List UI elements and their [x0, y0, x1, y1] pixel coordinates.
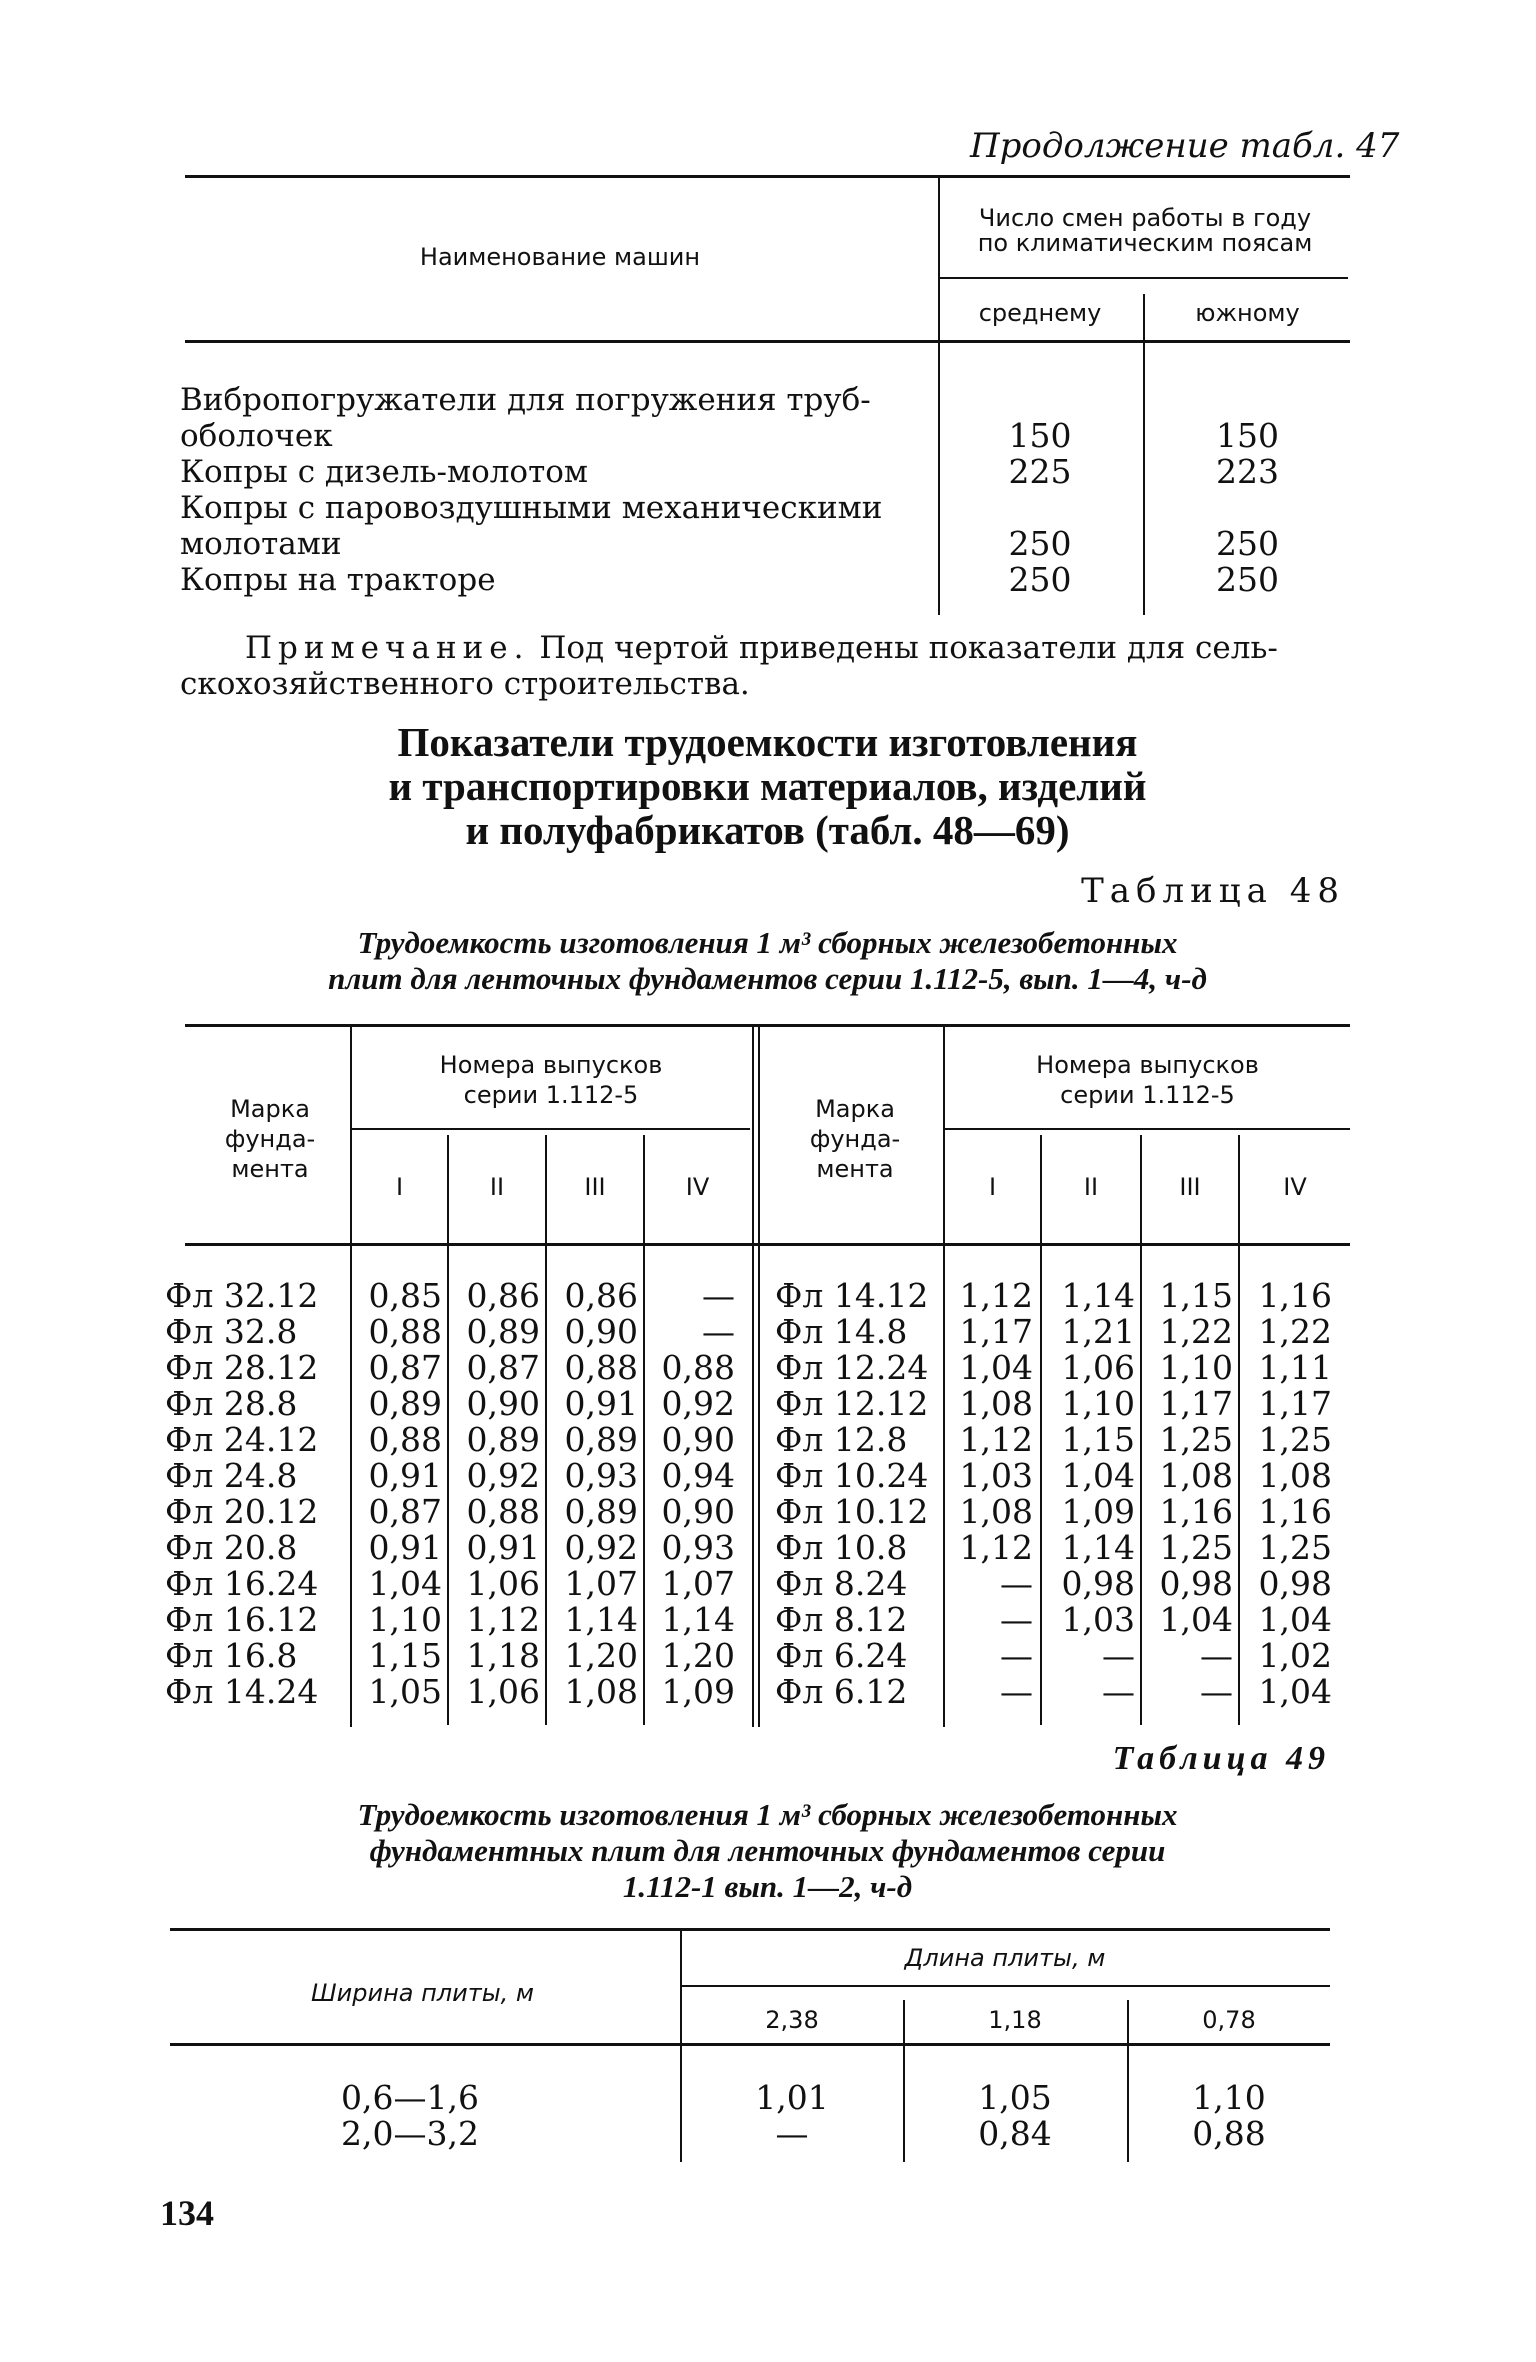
- table-cell: 0,87: [368, 1492, 442, 1531]
- table-cell: 0,88: [564, 1348, 638, 1387]
- table-cell: 0,91: [368, 1528, 442, 1567]
- table49-title-line: 1.112-1 вып. 1—2, ч-д: [622, 1869, 913, 1904]
- table-cell: Фл 8.24: [775, 1564, 908, 1603]
- table-cell: 1,05: [978, 2078, 1052, 2117]
- table48-right-IV: [1240, 1278, 1332, 1710]
- table-cell: 0,87: [368, 1348, 442, 1387]
- table-cell: Фл 24.8: [165, 1456, 298, 1495]
- table-cell: Фл 12.24: [775, 1348, 929, 1387]
- table-cell: 1,03: [959, 1456, 1033, 1495]
- table48-roman-IV: IV: [1283, 1173, 1307, 1201]
- table49-length-header: Длина плиты, м: [904, 1944, 1106, 1972]
- table-cell: 0,84: [978, 2114, 1052, 2153]
- table47-sub-mid: среднему: [978, 299, 1102, 327]
- table-cell: 1,02: [1258, 1636, 1332, 1675]
- table-cell: Фл 28.12: [165, 1348, 319, 1387]
- table48-title: [185, 925, 1350, 997]
- table-cell: 1,11: [1258, 1348, 1332, 1387]
- table47-top-rule: [185, 175, 1350, 178]
- table-cell: 1,12: [959, 1420, 1033, 1459]
- table-cell: 1,25: [1258, 1528, 1332, 1567]
- table-cell: 1,04: [959, 1348, 1033, 1387]
- table48-label: Таблица 48: [1081, 871, 1345, 911]
- table-cell: —: [702, 1276, 735, 1315]
- table48-issues-header-line: Номера выпусков: [1036, 1051, 1259, 1079]
- table48-center-divider: [752, 1027, 760, 1727]
- table-cell: 0,87: [466, 1348, 540, 1387]
- table47-row-name: Копры с паровоздушными механическими: [180, 490, 883, 526]
- table-cell: 1,01: [755, 2078, 829, 2117]
- table-cell: Фл 6.24: [775, 1636, 908, 1675]
- table-cell: 0,89: [564, 1492, 638, 1531]
- table48-left-I: [352, 1278, 442, 1710]
- table-cell: 0,90: [466, 1384, 540, 1423]
- table48-roman-II: II: [489, 1173, 505, 1201]
- note-line-1: [245, 630, 1278, 666]
- table48-left-marks: [165, 1278, 345, 1710]
- continuation-caption: Продолжение табл. 47: [970, 126, 1400, 166]
- table-cell: 1,08: [959, 1384, 1033, 1423]
- note-line-2: скохозяйственного строительства.: [180, 666, 750, 702]
- table-cell: 1,12: [959, 1276, 1033, 1315]
- table47-subheader-rule: [938, 277, 1348, 279]
- table-cell: 0,98: [1159, 1564, 1233, 1603]
- table-cell: 0,92: [661, 1384, 735, 1423]
- table-cell: 1,20: [564, 1636, 638, 1675]
- table49-length-078: 0,78: [1202, 2006, 1256, 2034]
- table-cell: Фл 14.8: [775, 1312, 908, 1351]
- table48-roman-IV: IV: [685, 1173, 710, 1201]
- table-cell: —: [702, 1312, 735, 1351]
- table-cell: 1,06: [466, 1672, 540, 1711]
- table49-widths: [280, 2080, 540, 2152]
- table48-sub-rule-right: [943, 1128, 1350, 1130]
- table-cell: 1,06: [466, 1564, 540, 1603]
- table48-roman-I: I: [395, 1173, 404, 1201]
- table-cell: Фл 14.24: [165, 1672, 319, 1711]
- table-cell: 1,04: [368, 1564, 442, 1603]
- table-cell: Фл 12.8: [775, 1420, 908, 1459]
- table-cell: 1,17: [959, 1312, 1033, 1351]
- table47-sub-south: южному: [1195, 299, 1300, 327]
- table47-names: [180, 382, 930, 598]
- table-cell: 1,15: [1159, 1276, 1233, 1315]
- table-cell: Фл 10.24: [775, 1456, 929, 1495]
- table-cell: 1,25: [1159, 1420, 1233, 1459]
- table48-left-IV: [645, 1278, 735, 1710]
- table49-col-238: [682, 2080, 902, 2152]
- table-cell: 1,18: [466, 1636, 540, 1675]
- table-cell: —: [1000, 1636, 1033, 1675]
- table-cell: Фл 12.12: [775, 1384, 929, 1423]
- table-cell: 1,12: [959, 1528, 1033, 1567]
- table-cell: 0,88: [661, 1348, 735, 1387]
- table-cell: 0,90: [564, 1312, 638, 1351]
- table47-row-name: Копры с дизель-молотом: [180, 454, 589, 490]
- table-cell: Фл 10.8: [775, 1528, 908, 1567]
- table49-title: [185, 1797, 1350, 1905]
- table-cell: 1,14: [564, 1600, 638, 1639]
- page-number: 134: [160, 2193, 214, 2233]
- table47-south-col: [1145, 418, 1350, 598]
- table-cell: 0,98: [1061, 1564, 1135, 1603]
- table-cell: 0,88: [368, 1420, 442, 1459]
- table-cell: 1,16: [1159, 1492, 1233, 1531]
- table48-right-marks: [775, 1278, 945, 1710]
- table-cell: 0,98: [1258, 1564, 1332, 1603]
- table-cell: 1,10: [1061, 1384, 1135, 1423]
- table49-label: Таблица 49: [1112, 1740, 1330, 1777]
- table-cell: 1,10: [1192, 2078, 1266, 2117]
- table-cell: 1,17: [1159, 1384, 1233, 1423]
- table-cell: Фл 16.8: [165, 1636, 298, 1675]
- table-cell: 1,17: [1258, 1384, 1332, 1423]
- table-cell: Фл 6.12: [775, 1672, 908, 1711]
- table-cell: 1,08: [959, 1492, 1033, 1531]
- table-cell: Фл 32.12: [165, 1276, 319, 1315]
- table48-mark-header-line: фунда-: [809, 1125, 901, 1153]
- table47-row-name: Вибропогружатели для погружения труб-: [180, 382, 871, 418]
- table48-issues-header-line: Номера выпусков: [439, 1051, 663, 1079]
- table48-sub-rule-left: [350, 1128, 750, 1130]
- table48-title-line: Трудоемкость изготовления 1 м³ сборных железобетонных: [357, 925, 1178, 960]
- table-cell: 0,92: [466, 1456, 540, 1495]
- table48-issues-header-left: [352, 1050, 750, 1110]
- table-cell: 1,04: [1258, 1600, 1332, 1639]
- table-cell: 1,10: [368, 1600, 442, 1639]
- table-cell: 1,14: [1061, 1276, 1135, 1315]
- table-cell: 0,88: [1192, 2114, 1266, 2153]
- table-cell: Фл 28.8: [165, 1384, 298, 1423]
- table-cell: 1,08: [1258, 1456, 1332, 1495]
- table-cell: 1,16: [1258, 1492, 1332, 1531]
- table-cell: —: [1000, 1564, 1033, 1603]
- table-cell: 1,09: [661, 1672, 735, 1711]
- table48-mark-header-line: мента: [816, 1155, 894, 1183]
- table-cell: 0,86: [466, 1276, 540, 1315]
- table-cell: 0,6—1,6: [341, 2078, 479, 2117]
- table-cell: —: [1102, 1636, 1135, 1675]
- table-cell: —: [1000, 1672, 1033, 1711]
- table-cell: 1,14: [1061, 1528, 1135, 1567]
- table-cell: 2,0—3,2: [341, 2114, 479, 2153]
- table47-mid-col: [940, 418, 1140, 598]
- table-cell: Фл 20.12: [165, 1492, 319, 1531]
- table-cell: 0,89: [368, 1384, 442, 1423]
- table47-cell: 225: [1008, 452, 1072, 491]
- table-cell: Фл 16.12: [165, 1600, 319, 1639]
- table49-top-rule: [170, 1928, 1330, 1931]
- table-cell: 1,06: [1061, 1348, 1135, 1387]
- table-cell: 0,86: [564, 1276, 638, 1315]
- table48-left-II: [449, 1278, 540, 1710]
- table49-title-line: фундаментных плит для ленточных фундаментов серии: [369, 1833, 1166, 1868]
- table-cell: 0,93: [661, 1528, 735, 1567]
- table47-name-header: Наименование машин: [419, 243, 701, 271]
- table-cell: Фл 32.8: [165, 1312, 298, 1351]
- table-cell: 0,92: [564, 1528, 638, 1567]
- table47-cell: 250: [1008, 524, 1072, 563]
- table48-right-III: [1142, 1278, 1233, 1710]
- table-cell: 1,22: [1258, 1312, 1332, 1351]
- table-cell: 0,90: [661, 1420, 735, 1459]
- table48-mark-header-line: фунда-: [224, 1125, 316, 1153]
- table-cell: —: [1000, 1600, 1033, 1639]
- table48-mark-header-line: Марка: [230, 1095, 310, 1123]
- table-cell: Фл 24.12: [165, 1420, 319, 1459]
- table-cell: 1,04: [1061, 1456, 1135, 1495]
- table-cell: 0,89: [466, 1312, 540, 1351]
- table48-right-II: [1042, 1278, 1135, 1710]
- table48-right-I: [945, 1278, 1033, 1710]
- table-cell: 1,04: [1159, 1600, 1233, 1639]
- table49-width-header: Ширина плиты, м: [310, 1979, 535, 2007]
- table49-col-118: [905, 2080, 1125, 2152]
- table-cell: 0,85: [368, 1276, 442, 1315]
- table-cell: 1,07: [564, 1564, 638, 1603]
- note-text: Под чертой приведены показатели для сель-: [529, 630, 1278, 666]
- table49-header-rule: [170, 2043, 1330, 2046]
- table47-row-name: Копры на тракторе: [180, 562, 496, 598]
- table47-cell: 250: [1216, 560, 1279, 599]
- table-cell: 1,15: [1061, 1420, 1135, 1459]
- table48-mark-header-line: мента: [231, 1155, 309, 1183]
- section-title-line: и полуфабрикатов (табл. 48—69): [465, 807, 1070, 853]
- table-cell: Фл 14.12: [775, 1276, 929, 1315]
- table-cell: Фл 16.24: [165, 1564, 319, 1603]
- table47-cell: 150: [1008, 416, 1072, 455]
- table-cell: 0,90: [661, 1492, 735, 1531]
- table-cell: Фл 10.12: [775, 1492, 929, 1531]
- table47-cell: 250: [1216, 524, 1279, 563]
- table47-cell: 250: [1008, 560, 1072, 599]
- table48-roman-I: I: [988, 1173, 997, 1201]
- table48-issues-header-right: [945, 1050, 1350, 1110]
- table-cell: 1,25: [1258, 1420, 1332, 1459]
- table-cell: 1,09: [1061, 1492, 1135, 1531]
- table-cell: 0,93: [564, 1456, 638, 1495]
- table-cell: Фл 8.12: [775, 1600, 908, 1639]
- table48-issues-header-line: серии 1.112-5: [463, 1081, 639, 1109]
- table47-shifts-header-2: по климатическим поясам: [977, 229, 1313, 257]
- table-cell: 0,91: [466, 1528, 540, 1567]
- table48-left-III: [547, 1278, 638, 1710]
- table47-header-rule: [185, 340, 1350, 343]
- table47-row-name: оболочек: [180, 418, 333, 454]
- table47-shifts-header-1: Число смен работы в году: [978, 204, 1312, 232]
- table-cell: —: [1200, 1672, 1233, 1711]
- table-cell: —: [1200, 1636, 1233, 1675]
- table-cell: 1,05: [368, 1672, 442, 1711]
- table-cell: 0,94: [661, 1456, 735, 1495]
- table48-mark-header-left: [190, 1094, 350, 1184]
- table49-sub-rule: [680, 1985, 1330, 1987]
- section-title-line: и транспортировки материалов, изделий: [388, 763, 1147, 809]
- note-label: Примечание.: [245, 630, 530, 666]
- table48-mark-header-line: Марка: [815, 1095, 895, 1123]
- table47-cell: 150: [1216, 416, 1279, 455]
- table-cell: 0,89: [466, 1420, 540, 1459]
- table-cell: —: [1102, 1672, 1135, 1711]
- table-cell: 1,20: [661, 1636, 735, 1675]
- table47-cell: 223: [1216, 452, 1279, 491]
- table48-roman-III: III: [584, 1173, 606, 1201]
- section-title-line: Показатели трудоемкости изготовления: [397, 719, 1138, 765]
- table-cell: 0,89: [564, 1420, 638, 1459]
- table-cell: 1,14: [661, 1600, 735, 1639]
- table-cell: 0,88: [466, 1492, 540, 1531]
- table48-title-line: плит для ленточных фундаментов серии 1.112-5, вып. 1—4, ч-д: [328, 961, 1207, 996]
- table48-issues-header-line: серии 1.112-5: [1060, 1081, 1235, 1109]
- table49-title-line: Трудоемкость изготовления 1 м³ сборных железобетонных: [357, 1797, 1178, 1832]
- table-cell: Фл 20.8: [165, 1528, 298, 1567]
- table-cell: 1,22: [1159, 1312, 1233, 1351]
- table-cell: 1,25: [1159, 1528, 1233, 1567]
- table48-header-rule: [185, 1243, 1350, 1246]
- table-cell: —: [775, 2114, 809, 2153]
- table-cell: 1,10: [1159, 1348, 1233, 1387]
- table-cell: 1,08: [564, 1672, 638, 1711]
- table-cell: 1,16: [1258, 1276, 1332, 1315]
- table-cell: 1,03: [1061, 1600, 1135, 1639]
- table-cell: 1,04: [1258, 1672, 1332, 1711]
- table-cell: 1,07: [661, 1564, 735, 1603]
- table-cell: 0,91: [564, 1384, 638, 1423]
- table48-roman-III: III: [1179, 1173, 1201, 1201]
- table48-top-rule: [185, 1024, 1350, 1027]
- table48-mark-header-right: [770, 1094, 940, 1184]
- table49-length-238: 2,38: [765, 2006, 819, 2034]
- table49-col-078: [1129, 2080, 1329, 2152]
- table48-roman-II: II: [1083, 1173, 1099, 1201]
- section-title: [185, 720, 1350, 852]
- table-cell: 0,91: [368, 1456, 442, 1495]
- table-cell: 1,15: [368, 1636, 442, 1675]
- table49-length-118: 1,18: [988, 2006, 1042, 2034]
- table-cell: 1,08: [1159, 1456, 1233, 1495]
- table-cell: 1,12: [466, 1600, 540, 1639]
- table-cell: 1,21: [1061, 1312, 1135, 1351]
- table47-row-name: молотами: [180, 526, 342, 562]
- table-cell: 0,88: [368, 1312, 442, 1351]
